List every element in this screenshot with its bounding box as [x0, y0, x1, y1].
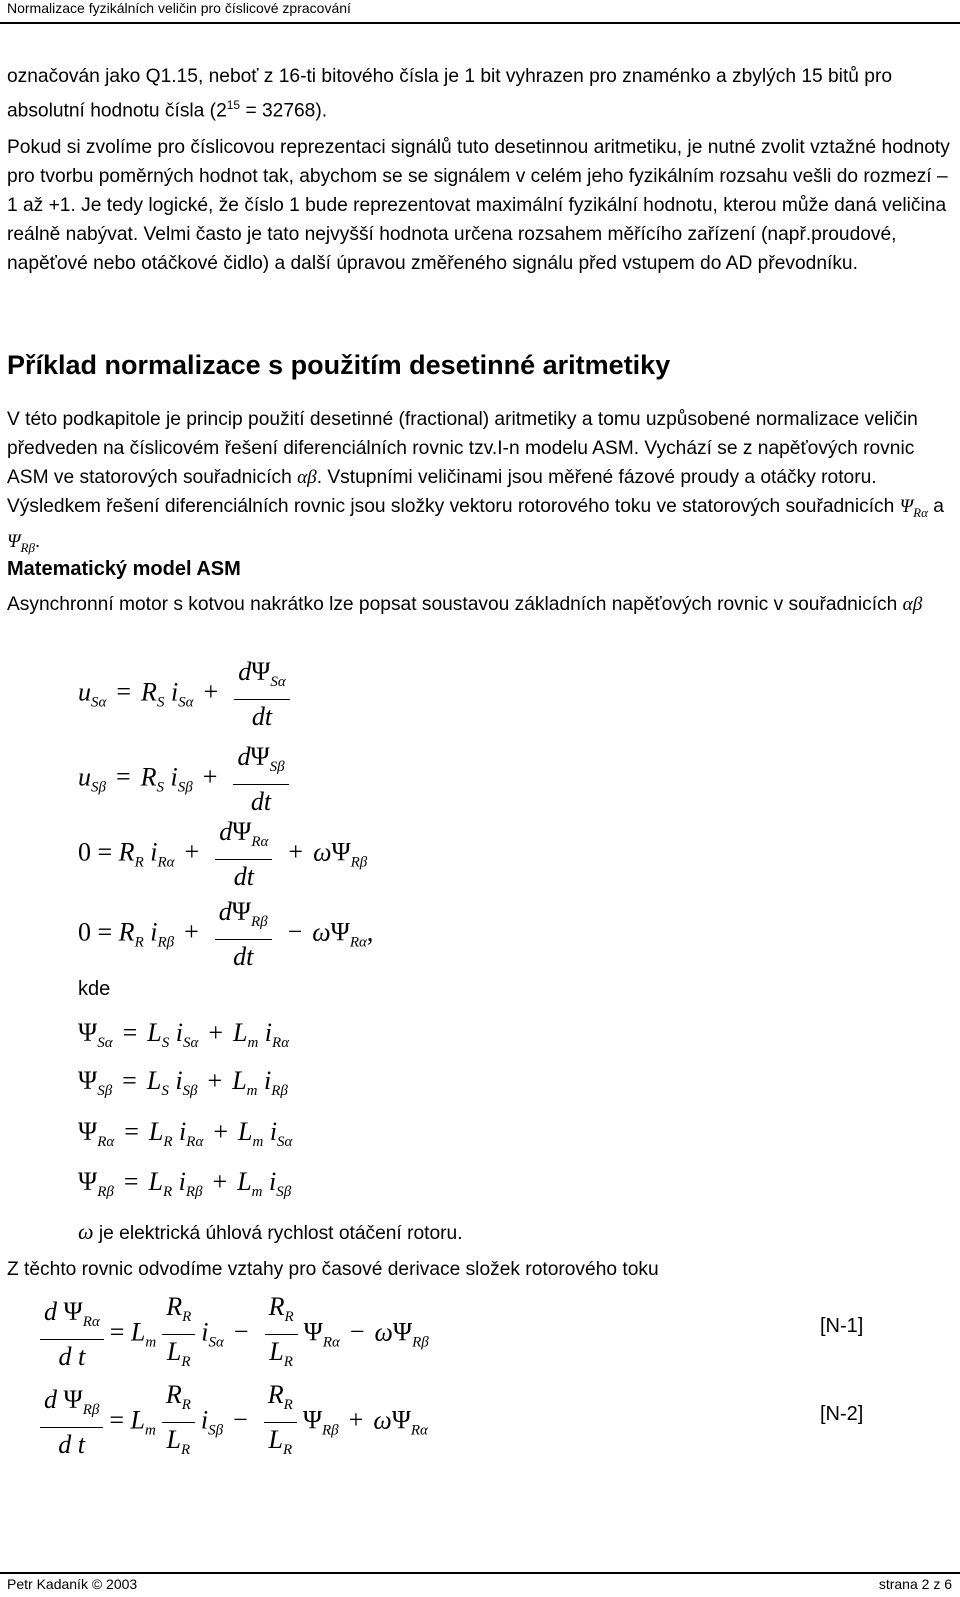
model-paragraph: [7, 590, 952, 619]
footer-rule: [0, 1572, 960, 1574]
omega-symbol: ω: [78, 1219, 94, 1244]
equation-psi-s-alpha: $\Psi_{S\alpha} = L_S$ $i_{S\alpha} + L_m$ $i_{R\alpha}$: [78, 1018, 290, 1051]
intro-paragraph-2: Pokud si zvolíme pro číslicovou reprezentaci signálů tuto desetinnou aritmetiku, je nutné zvolit vztažné hodnoty pro tvorbu poměrných hodnot tak, abychom se se signálem v celém jeho fyzikálním rozsahu vešli do rozmezí –1 až +1. Je tedy logické, že číslo 1 bude reprezentovat maximální fyzikální hodnotu, kterou může daná veličina reálně nabývat. Velmi často je tato nejvyšší hodnota určena rozsahem měřícího zařízení (např.proudové, napěťové nebo otáčkové čidlo) a další úpravou změřeného signálu před vstupem do AD převodníku.: [7, 137, 950, 274]
intro-p1b: = 32768).: [240, 100, 328, 122]
derivation-paragraph: Z těchto rovnic odvodíme vztahy pro časové derivace složek rotorového toku: [7, 1259, 659, 1280]
equation-u-s-alpha: $u_{S\alpha} = R_S$ $i_{S\alpha}$ + $\frac{d\Psi_{S\alpha}}{dt}$: [78, 655, 296, 734]
omega-explanation: [78, 1217, 948, 1248]
psi-r-alpha: $\Psi_{R\alpha}$: [899, 496, 928, 520]
equation-n2: $\frac{d \Psi_{R\beta}}{\text{d t}}$ = $L_m$ $\frac{R_R}{L_R}$ $i_{S\beta}$ − $\frac{R_R}{L_R}$ $\Psi_{R\beta} + \omega\Psi_{R\alpha}$: [40, 1378, 428, 1467]
section-paragraph: V této podkapitole je princip použití desetinné (fractional) aritmetiky a tomu uzpůsobené normalizace veličin předveden na číslicovém řešení diferenciálních rovnic tzv.I-n modelu ASM. Vychází se z napěťových rovnic ASM ve statorových souřadnicích αβ. Vstupními veličinami jsou měřené fázové proudy a otáčky rotoru. Výsledkem řešení diferenciálních rovnic jsou složky vektoru rotorového toku ve statorových souřadnicích $\Psi_{R\alpha}$ a $\Psi_{R\beta}$.: [7, 409, 944, 555]
kde-label: kde: [78, 978, 111, 1000]
intro-paragraph-1: [7, 62, 952, 125]
alpha-beta-symbol: αβ: [297, 467, 317, 488]
section-heading: Příklad normalizace s použitím desetinné aritmetiky: [7, 350, 671, 380]
psi-r-beta: $\Psi_{R\beta}$: [7, 530, 35, 555]
omega-text: je elektrická úhlová rychlost otáčení rotoru.: [93, 1223, 463, 1244]
equation-rotor-beta: $0 = R_R$ $i_{R\beta}$ + $\frac{d\Psi_{R\beta}}{dt}$ − $\omega\Psi_{R\alpha}$,: [78, 897, 374, 971]
section-p3b: . Vstupními veličinami jsou měřené fázové proudy a otáčky rotoru. Výsledkem řešení diferenciálních rovnic jsou složky vektoru rotorového toku ve statorových souřadnicích: [7, 467, 900, 517]
equation-psi-s-beta: $\Psi_{S\beta} = L_S$ $i_{S\beta} + L_m$ $i_{R\beta}$: [78, 1066, 288, 1099]
footer-author: Petr Kadaník © 2003: [7, 1576, 138, 1592]
model-p4a: Asynchronní motor s kotvou nakrátko lze popsat soustavou základních napěťových rovnic v souřadnicích: [7, 594, 903, 615]
section-and: a: [927, 496, 944, 517]
intro-p1-sup: 15: [226, 98, 241, 112]
equation-label-n2: [N-2]: [820, 1403, 864, 1425]
footer-page-number: strana 2 z 6: [878, 1576, 952, 1592]
equation-psi-r-beta: $\Psi_{R\beta} = L_R$ $i_{R\beta} + L_m$ $i_{S\beta}$: [78, 1167, 292, 1200]
equation-psi-r-alpha: $\Psi_{R\alpha} = L_R$ $i_{R\alpha} + L_m$ $i_{S\alpha}$: [78, 1117, 293, 1150]
equation-label-n1: [N-1]: [820, 1315, 864, 1337]
equation-u-s-beta: $u_{S\beta} = R_S$ $i_{S\beta}$ + $\frac{d\Psi_{S\beta}}{dt}$: [78, 740, 295, 819]
header-title: Normalizace fyzikálních veličin pro číslicové zpracování: [7, 0, 351, 16]
equation-n1: $\frac{d \Psi_{R\alpha}}{\text{d t}}$ = $L_m$ $\frac{R_R}{L_R}$ $i_{S\alpha}$ − $\frac{R_R}{L_R}$ $\Psi_{R\alpha} - \omega\Psi_{R\beta}$: [40, 1290, 429, 1379]
alpha-beta-symbol-2: αβ: [902, 594, 923, 615]
model-heading: Matematický model ASM: [7, 558, 241, 580]
section-p3a: V této podkapitole je princip použití desetinné (fractional) aritmetiky a tomu uzpůsobené normalizace veličin předveden na číslicovém řešení diferenciálních rovnic tzv.I-n modelu ASM. Vychází se z napěťových rovnic ASM ve statorových souřadnicích: [7, 409, 918, 488]
intro-p1a: označován jako Q1.15, neboť z 16-ti bitového čísla je 1 bit vyhrazen pro znaménko a zbylých 15 bitů pro absolutní hodnotu čísla (2: [7, 66, 893, 122]
header-rule: [0, 22, 960, 24]
equation-rotor-alpha: $0 = R_R$ $i_{R\alpha}$ + $\frac{d\Psi_{R\alpha}}{dt}$ + $\omega\Psi_{R\beta}$: [78, 817, 368, 891]
